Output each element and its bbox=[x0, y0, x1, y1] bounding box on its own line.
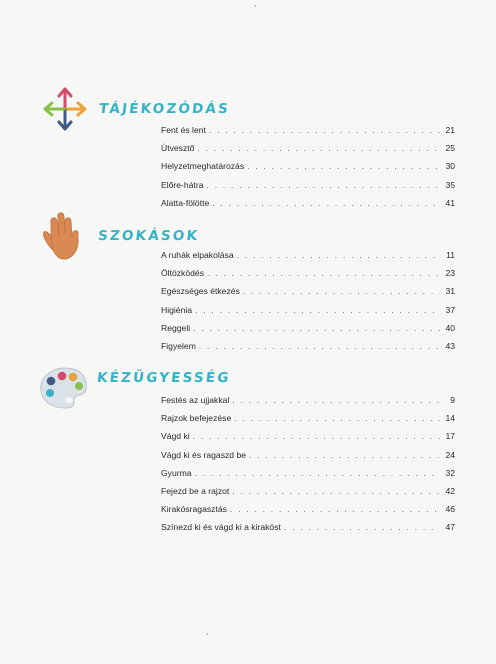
toc-item[interactable] bbox=[161, 409, 455, 427]
toc-item-label: Higiénia bbox=[161, 304, 193, 315]
section-title-szokasok: SZOKÁSOK bbox=[97, 228, 201, 244]
toc-item[interactable] bbox=[161, 157, 455, 175]
four-arrows-icon bbox=[40, 84, 90, 134]
toc-page-number: 46 bbox=[445, 504, 455, 515]
toc-item[interactable] bbox=[161, 482, 455, 500]
toc-page-number: 9 bbox=[450, 395, 455, 405]
toc-item-label: Öltözködés bbox=[161, 268, 204, 279]
toc-item[interactable] bbox=[161, 176, 455, 194]
toc-item[interactable] bbox=[161, 121, 455, 139]
toc-page-number: 32 bbox=[445, 467, 455, 478]
toc-item-label: A ruhák elpakolása bbox=[161, 250, 234, 260]
toc-item[interactable] bbox=[161, 446, 455, 464]
toc-item-label: Reggeli bbox=[161, 322, 191, 333]
dot-leader bbox=[207, 264, 440, 282]
toc-page-number: 40 bbox=[445, 322, 455, 333]
dot-leader bbox=[234, 409, 440, 427]
toc-page-number: 30 bbox=[445, 161, 455, 172]
toc-item[interactable] bbox=[161, 264, 455, 282]
dot-leader bbox=[195, 464, 440, 482]
toc-item-label: Alatta-fölötte bbox=[161, 197, 210, 208]
dot-leader bbox=[207, 176, 440, 194]
toc-item-label: Festés az ujjakkal bbox=[161, 395, 230, 405]
toc-item[interactable] bbox=[161, 139, 455, 157]
dot-leader bbox=[232, 482, 440, 500]
dot-leader bbox=[209, 121, 440, 139]
dot-leader bbox=[212, 194, 440, 212]
dot-leader bbox=[199, 337, 440, 355]
toc-item-label: Útvesztő bbox=[161, 143, 195, 154]
toc-item-label: Fejezd be a rajzot bbox=[161, 485, 230, 496]
toc-page-number: 37 bbox=[445, 304, 455, 315]
toc-page-number: 35 bbox=[445, 179, 455, 190]
toc-item-label: Vágd ki bbox=[161, 431, 190, 442]
dot-leader bbox=[232, 391, 440, 409]
toc-item[interactable] bbox=[161, 391, 455, 409]
toc-page-number: 42 bbox=[445, 485, 455, 496]
toc-page-number: 31 bbox=[445, 286, 455, 297]
toc-page-number: 14 bbox=[445, 413, 455, 424]
toc-page-number: 23 bbox=[445, 268, 455, 279]
toc-item[interactable] bbox=[161, 282, 455, 300]
toc-page-number: 43 bbox=[445, 340, 455, 351]
scan-speck bbox=[206, 633, 208, 635]
dot-leader bbox=[193, 319, 440, 337]
toc-page-number: 41 bbox=[445, 197, 455, 208]
toc-item[interactable] bbox=[161, 319, 455, 337]
toc-item[interactable] bbox=[161, 194, 455, 212]
dot-leader bbox=[284, 518, 440, 536]
toc-item-label: Egészséges étkezés bbox=[161, 286, 240, 297]
toc-item-label: Rajzok befejezése bbox=[161, 413, 232, 424]
toc-page-number: 17 bbox=[445, 431, 455, 442]
toc-item-label: Színezd ki és vágd ki a kirakóst bbox=[161, 522, 281, 533]
toc-item-label: Helyzetmeghatározás bbox=[161, 161, 245, 172]
dot-leader bbox=[247, 157, 440, 175]
dot-leader bbox=[243, 282, 440, 300]
toc-item[interactable] bbox=[161, 427, 455, 445]
toc-item[interactable] bbox=[161, 246, 455, 264]
toc-item[interactable] bbox=[161, 301, 455, 319]
dot-leader bbox=[230, 500, 440, 518]
toc-page-number: 11 bbox=[446, 250, 455, 260]
toc-list-tajekozodas bbox=[161, 121, 455, 212]
dot-leader bbox=[193, 427, 440, 445]
scan-speck bbox=[254, 5, 256, 7]
toc-item-label: Figyelem bbox=[161, 340, 196, 351]
toc-page-number: 21 bbox=[445, 125, 455, 135]
toc-page-number: 24 bbox=[445, 449, 455, 460]
paint-palette-icon bbox=[38, 365, 90, 411]
toc-list-szokasok bbox=[161, 246, 455, 355]
toc-page-number: 25 bbox=[445, 143, 455, 154]
toc-item[interactable] bbox=[161, 337, 455, 355]
dot-leader bbox=[249, 446, 440, 464]
dot-leader bbox=[197, 139, 440, 157]
dot-leader bbox=[195, 301, 440, 319]
toc-item-label: Előre-hátra bbox=[161, 179, 204, 190]
toc-item[interactable] bbox=[161, 518, 455, 536]
section-title-kezugyesseg: KÉZÜGYESSÉG bbox=[96, 370, 232, 386]
toc-item-label: Vágd ki és ragaszd be bbox=[161, 449, 247, 460]
toc-item[interactable] bbox=[161, 500, 455, 518]
section-title-tajekozodas: TÁJÉKOZÓDÁS bbox=[98, 101, 231, 117]
toc-item-label: Kirakósragasztás bbox=[161, 504, 227, 515]
toc-page-number: 47 bbox=[445, 522, 455, 533]
hand-icon bbox=[40, 210, 84, 262]
toc-item[interactable] bbox=[161, 464, 455, 482]
toc-list-kezugyesseg bbox=[161, 391, 455, 537]
dot-leader bbox=[237, 246, 440, 264]
toc-item-label: Fent és lent bbox=[161, 125, 206, 135]
toc-item-label: Gyurma bbox=[161, 467, 192, 478]
